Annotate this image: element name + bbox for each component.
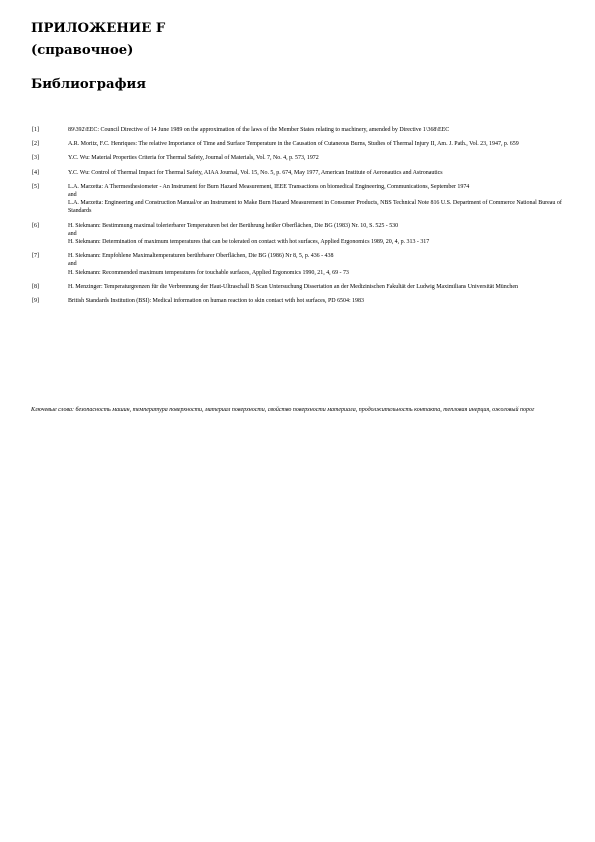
reference-line: H. Siekmann: Recommended maximum temperatures for touchable surfaces, Applied Ergonomics 1990, 21, 4, 69 - 73: [68, 269, 349, 276]
reference-line: British Standards Institution (BSI): Medical information on human reaction to skin contact with hot surfaces, PD 6504: 1983: [68, 298, 364, 305]
keywords-paragraph: Ключевые слова: безопасность машин, температура поверхности, материал поверхности, свойство поверхности материала, продолжительность контакта, тепловая инерция, ожоговый порог: [31, 407, 535, 413]
reference-text: [68, 126, 572, 134]
reference-text: [68, 252, 572, 277]
reference-number: [8]: [32, 283, 39, 290]
reference-number: [6]: [32, 222, 39, 229]
bibliography-entry: [32, 283, 572, 291]
reference-line: H. Menzinger: Temperaturgrenzen für die Verbrennung der Haut-Ultraschall B Scan Untersuchung Dissertation an der Medizinischen Fakultät der Ludwig Maximilians Universität München: [68, 283, 518, 290]
bibliography-list: [32, 126, 572, 305]
bibliography-entry: [32, 126, 572, 134]
appendix-subtitle: (справочное): [31, 43, 134, 58]
reference-line: A.R. Moritz, F.C. Henriques: The relative Importance of Time and Surface Temperature in the Causation of Cutaneous Burns, Studies of Thermal Injury II, Am. J. Path., Vol. 23, 1947, p. 659: [68, 141, 519, 148]
reference-line: L.A. Marzetta: Engineering and Construction Manual/or an Instrument to Make Burn Hazard Measurement in Consumer Products, NBS Technical Note 816 U.S. Department of Commerce National Bureau of Standards: [68, 200, 562, 215]
reference-text: [68, 283, 572, 291]
reference-text: [68, 154, 572, 162]
reference-number: [4]: [32, 169, 39, 176]
reference-line: and: [68, 230, 77, 237]
reference-number: [5]: [32, 183, 39, 190]
reference-line: 89\392\EEC: Council Directive of 14 June 1989 on the approximation of the laws of the Member States relating to machinery, amended by Directive 1\368\EEC: [68, 127, 450, 133]
reference-text: [68, 297, 572, 305]
bibliography-entry: [32, 222, 572, 247]
reference-line: L.A. Marzetta: A Thermesthesiometer - An Instrument for Burn Hazard Measurement, IEEE Transactions on biomedical Engineering, Communications, September 1974: [68, 183, 470, 190]
reference-line: and: [68, 192, 77, 199]
reference-line: Y.C. Wu: Control of Thermal Impact for Thermal Safety, AIAA Journal, Vol. 15, No. 5, p. 674, May 1977, American Institute of Aeronautics and Astronautics: [68, 169, 443, 176]
bibliography-entry: [32, 169, 572, 177]
reference-line: H. Siekmann: Determination of maximum temperatures that can be tolerated on contact with hot surfaces, Applied Ergonomics 1989, 20, 4, p. 313 - 317: [68, 239, 430, 246]
bibliography-entry: [32, 183, 572, 216]
bibliography-entry: [32, 140, 572, 148]
reference-number: [2]: [32, 141, 39, 148]
bibliography-entry: [32, 154, 572, 162]
appendix-title: ПРИЛОЖЕНИЕ F: [31, 21, 166, 36]
reference-number: [3]: [32, 155, 39, 162]
reference-line: Y.C. Wu: Material Properties Criteria for Thermal Safety, Journal of Materials, Vol. 7, No. 4, p. 573, 1972: [68, 155, 319, 162]
bibliography-entry: [32, 297, 572, 305]
reference-text: [68, 222, 572, 247]
reference-number: [7]: [32, 253, 39, 260]
reference-line: and: [68, 261, 77, 268]
reference-line: H. Siekmann: Bestimmung maximal tolerierbarer Temperaturen bei der Berührung heißer Oberflächen, Die BG (1983) Nr. 10, S. 525 - 530: [68, 222, 399, 229]
reference-text: [68, 183, 572, 216]
reference-number: [1]: [32, 127, 39, 133]
reference-text: [68, 140, 572, 148]
reference-line: H. Siekmann: Empfohlene Maximaltemperaturen berührbarer Oberflächen, Die BG (1986) Nr 8, 5, p. 436 - 438: [68, 253, 334, 260]
reference-text: [68, 169, 572, 177]
reference-number: [9]: [32, 298, 39, 305]
bibliography-entry: [32, 252, 572, 277]
bibliography-heading: Библиография: [31, 77, 146, 92]
